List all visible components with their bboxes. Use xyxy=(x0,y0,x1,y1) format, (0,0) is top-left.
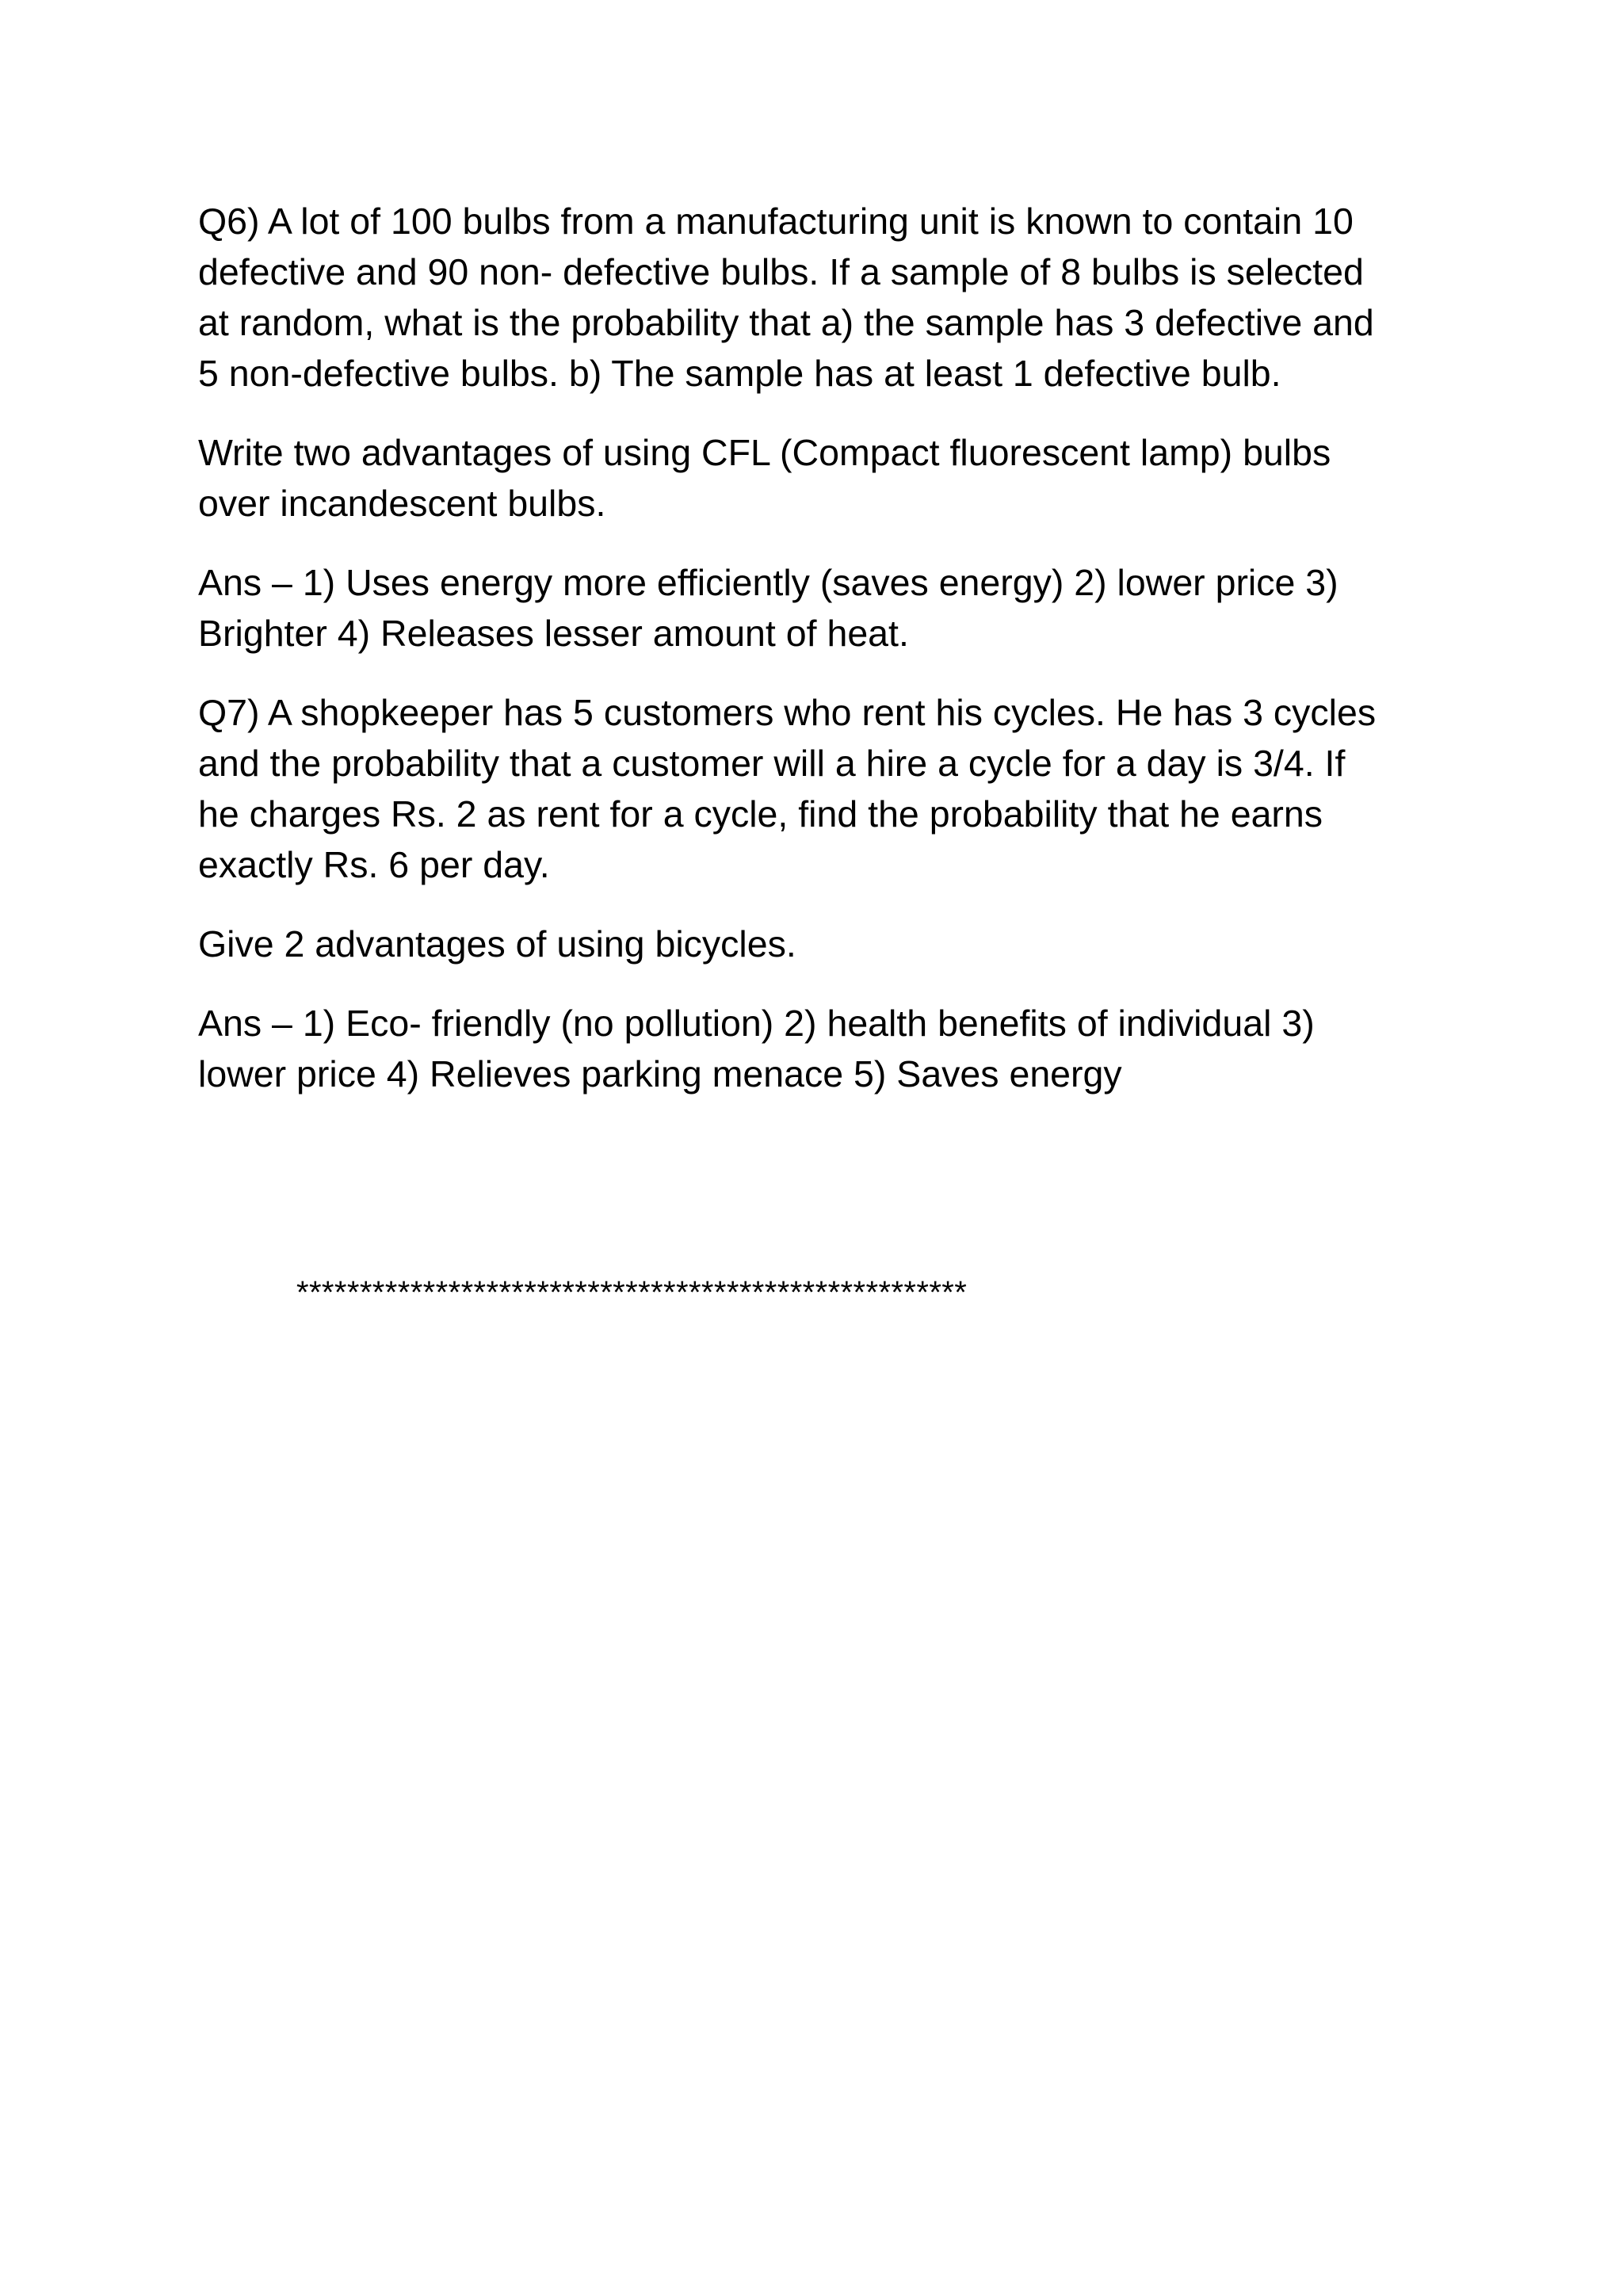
text-line: Brighter 4) Releases lesser amount of heat. xyxy=(198,613,909,654)
text-line: Give 2 advantages of using bicycles. xyxy=(198,923,796,965)
cfl-answer xyxy=(198,557,1466,659)
question-q7 xyxy=(198,687,1466,890)
text-line: 5 non-defective bulbs. b) The sample has at least 1 defective bulb. xyxy=(198,353,1281,394)
document-body xyxy=(198,196,1466,1128)
text-line: Ans – 1) Eco- friendly (no pollution) 2) health benefits of individual 3) xyxy=(198,1003,1315,1044)
text-line: Write two advantages of using CFL (Compact fluorescent lamp) bulbs xyxy=(198,432,1331,473)
text-line: Ans – 1) Uses energy more efficiently (saves energy) 2) lower price 3) xyxy=(198,562,1338,603)
text-line: he charges Rs. 2 as rent for a cycle, find the probability that he earns xyxy=(198,793,1323,835)
text-line: Q6) A lot of 100 bulbs from a manufacturing unit is known to contain 10 xyxy=(198,201,1354,242)
bicycle-question xyxy=(198,919,1466,969)
text-line: lower price 4) Relieves parking menace 5) Saves energy xyxy=(198,1053,1122,1095)
bicycle-answer xyxy=(198,998,1466,1099)
cfl-question xyxy=(198,427,1466,529)
text-line: over incandescent bulbs. xyxy=(198,483,606,524)
question-q6 xyxy=(198,196,1466,399)
text-line: defective and 90 non- defective bulbs. If a sample of 8 bulbs is selected xyxy=(198,251,1364,292)
asterisk-separator: ***************************************************** xyxy=(296,1275,968,1310)
text-line: exactly Rs. 6 per day. xyxy=(198,844,550,885)
text-line: at random, what is the probability that a) the sample has 3 defective and xyxy=(198,302,1374,343)
text-line: and the probability that a customer will a hire a cycle for a day is 3/4. If xyxy=(198,743,1346,784)
text-line: Q7) A shopkeeper has 5 customers who rent his cycles. He has 3 cycles xyxy=(198,692,1377,733)
